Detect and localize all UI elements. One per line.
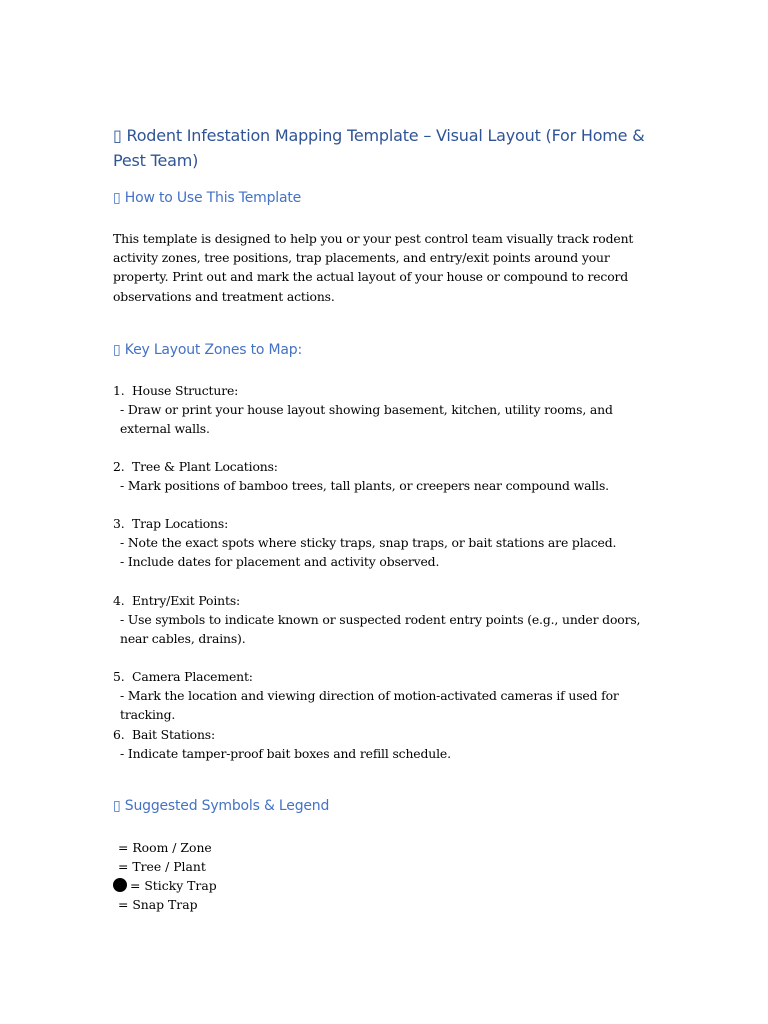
zone-item-number: 6. bbox=[113, 727, 125, 742]
zone-item-house-structure bbox=[113, 381, 661, 439]
zone-item-label: Camera Placement: bbox=[132, 669, 253, 684]
zone-item-detail: - Indicate tamper-proof bait boxes and refill schedule. bbox=[120, 746, 451, 762]
legend-entry-text: = Sticky Trap bbox=[130, 878, 217, 893]
legend-entry-tree bbox=[118, 857, 206, 876]
legend-heading bbox=[113, 796, 329, 816]
zone-item-tree-plant bbox=[113, 457, 661, 495]
zone-item-number: 4. bbox=[113, 593, 125, 608]
zone-item-number: 5. bbox=[113, 669, 125, 684]
zone-item-detail: - Draw or print your house layout showing basement, kitchen, utility rooms, and external walls. bbox=[120, 402, 613, 437]
legend-heading-text: Suggested Symbols & Legend bbox=[124, 798, 330, 814]
how-to-use-heading-text: How to Use This Template bbox=[124, 190, 302, 206]
legend-entry-text: = Snap Trap bbox=[118, 897, 198, 912]
zone-item-camera-placement bbox=[113, 667, 661, 725]
how-to-use-heading bbox=[113, 188, 301, 208]
title-emoji-icon: ▯ bbox=[113, 126, 122, 145]
zone-item-label: Bait Stations: bbox=[132, 727, 216, 742]
zone-item-label: House Structure: bbox=[132, 383, 239, 398]
zone-item-number: 2. bbox=[113, 459, 125, 474]
zones-emoji-icon: ▯ bbox=[113, 342, 121, 358]
how-to-use-emoji-icon: ▯ bbox=[113, 190, 121, 206]
zone-item-label: Entry/Exit Points: bbox=[132, 593, 241, 608]
zone-item-detail: - Mark positions of bamboo trees, tall plants, or creepers near compound walls. bbox=[120, 478, 609, 494]
legend-emoji-icon: ▯ bbox=[113, 798, 121, 814]
zone-item-number: 3. bbox=[113, 516, 125, 531]
how-to-use-paragraph: This template is designed to help you or your pest control team visually track rodent activity zones, tree positions, trap placements, and entry/exit points around your property. Print out and mark the actual layout of your house or compound to record observations and treatment actions. bbox=[113, 231, 634, 304]
zone-item-label: Tree & Plant Locations: bbox=[132, 459, 278, 474]
zone-item-detail: - Note the exact spots where sticky traps, snap traps, or bait stations are placed. bbox=[120, 535, 617, 551]
zone-item-detail: - Include dates for placement and activity observed. bbox=[120, 554, 440, 570]
zone-item-bait-stations bbox=[113, 725, 661, 763]
title-text: Rodent Infestation Mapping Template – Visual Layout (For Home & Pest Team) bbox=[113, 126, 645, 170]
zone-item-label: Trap Locations: bbox=[132, 516, 229, 531]
legend-entry-snap-trap bbox=[118, 895, 198, 914]
legend-entry-text: = Tree / Plant bbox=[118, 859, 206, 874]
zone-item-entry-exit bbox=[113, 591, 661, 649]
zone-item-number: 1. bbox=[113, 383, 125, 398]
legend-entry-sticky-trap bbox=[113, 876, 217, 895]
zone-item-detail: - Use symbols to indicate known or suspected rodent entry points (e.g., under doors, near cables, drains). bbox=[120, 612, 641, 647]
zones-heading bbox=[113, 340, 302, 360]
legend-entry-text: = Room / Zone bbox=[118, 840, 212, 855]
zone-item-trap-locations bbox=[113, 514, 661, 572]
zone-item-detail: - Mark the location and viewing direction of motion-activated cameras if used for tracking. bbox=[120, 688, 619, 723]
zones-heading-text: Key Layout Zones to Map: bbox=[124, 342, 303, 358]
sticky-trap-dot-icon bbox=[113, 878, 127, 892]
legend-entry-room bbox=[118, 838, 212, 857]
document-title bbox=[113, 123, 658, 173]
